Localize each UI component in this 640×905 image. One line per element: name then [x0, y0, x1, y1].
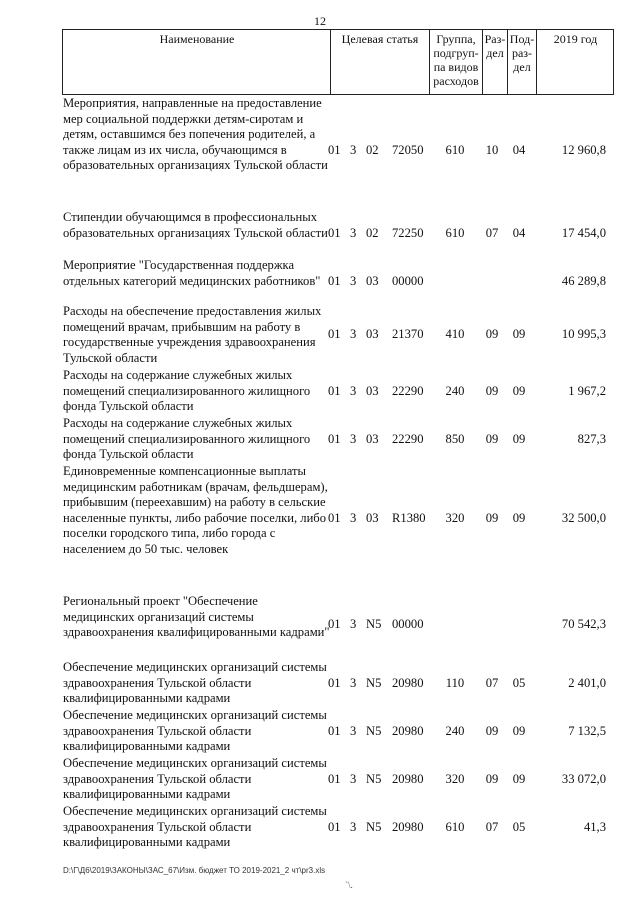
header-subsection-line: Под- — [509, 32, 535, 46]
row-subprogram-code: 3 — [350, 225, 357, 240]
row-amount-2019: 70 542,3 — [561, 617, 606, 632]
row-amount-2019: 1 967,2 — [568, 383, 606, 398]
row-name: Мероприятия, направленные на предоставление мер социальной поддержки детям-сиротам и детям, оставшимся без попечения родителей, а также лицам из их числа, обучающимся в образовательных организациях Тульской области — [63, 96, 328, 173]
row-section: 09 — [485, 510, 499, 525]
table-row — [0, 804, 640, 851]
row-name: Обеспечение медицинских организаций системы здравоохранения Тульской области квалифицированными кадрами — [63, 708, 327, 754]
row-event-code: N5 — [366, 723, 382, 738]
row-direction-code: 20980 — [392, 771, 424, 786]
row-section: 09 — [485, 771, 499, 786]
row-expense-group: 610 — [445, 225, 465, 240]
row-subprogram-code: 3 — [350, 273, 357, 288]
row-subsection: 09 — [512, 771, 526, 786]
row-subprogram-code: 3 — [350, 142, 357, 157]
row-program-code: 01 — [328, 383, 341, 398]
header-expense-group-line: Группа, — [436, 32, 476, 46]
row-amount-2019: 33 072,0 — [561, 771, 606, 786]
row-subprogram-code: 3 — [350, 431, 357, 446]
row-name: Расходы на содержание служебных жилых помещений специализированного жилищного фонда Тульской области — [63, 368, 311, 414]
row-section: 09 — [485, 723, 499, 738]
row-event-code: N5 — [366, 675, 382, 690]
table-row — [0, 594, 640, 656]
row-direction-code: 21370 — [392, 327, 424, 342]
row-direction-code: 00000 — [392, 273, 424, 288]
row-name: Обеспечение медицинских организаций системы здравоохранения Тульской области квалифицированными кадрами — [63, 756, 327, 802]
row-direction-code: 00000 — [392, 617, 424, 632]
page-number: 12 — [314, 14, 326, 28]
row-amount-2019: 7 132,5 — [568, 723, 606, 738]
header-expense-group-line: па видов — [433, 60, 479, 74]
row-section: 09 — [485, 431, 499, 446]
table-row — [0, 304, 640, 366]
row-name: Расходы на содержание служебных жилых помещений специализированного жилищного фонда Тульской области — [63, 416, 311, 462]
row-program-code: 01 — [328, 771, 341, 786]
header-target-article: Целевая статья — [330, 30, 429, 94]
row-subsection: 09 — [512, 510, 526, 525]
row-subprogram-code: 3 — [350, 771, 357, 786]
row-amount-2019: 2 401,0 — [568, 675, 606, 690]
row-event-code: N5 — [366, 819, 382, 834]
row-subsection: 05 — [512, 819, 526, 834]
row-program-code: 01 — [328, 327, 341, 342]
row-subsection: 09 — [512, 723, 526, 738]
row-subprogram-code: 3 — [350, 510, 357, 525]
row-name: Региональный проект "Обеспечение медицинских организаций системы здравоохранения квалифицированными кадрами" — [63, 594, 330, 640]
row-amount-2019: 46 289,8 — [561, 273, 606, 288]
header-section-line: дел — [486, 46, 504, 60]
row-program-code: 01 — [328, 431, 341, 446]
row-event-code: N5 — [366, 617, 382, 632]
row-program-code: 01 — [328, 723, 341, 738]
table-row — [0, 96, 640, 190]
row-event-code: 02 — [366, 225, 379, 240]
row-amount-2019: 827,3 — [577, 431, 606, 446]
row-subprogram-code: 3 — [350, 617, 357, 632]
header-expense-group-line: расходов — [433, 74, 479, 88]
row-subprogram-code: 3 — [350, 675, 357, 690]
row-subprogram-code: 3 — [350, 327, 357, 342]
row-expense-group: 610 — [445, 819, 465, 834]
row-expense-group: 850 — [445, 431, 465, 446]
header-section — [482, 30, 507, 94]
header-subsection-line: раз- — [511, 46, 533, 60]
row-subsection: 04 — [512, 225, 526, 240]
header-expense-group — [429, 30, 482, 94]
row-section: 07 — [485, 675, 499, 690]
file-path-footer: D:\Г\Д6\2019\ЗАКОНЫ\ЗАС_67\Изм. бюджет ТО 2019-2021_2 чт\рr3.xls — [63, 866, 326, 875]
row-direction-code: 20980 — [392, 723, 424, 738]
table-row — [0, 660, 640, 707]
row-direction-code: 72250 — [392, 225, 424, 240]
table-row — [0, 464, 640, 573]
row-event-code: 03 — [366, 383, 379, 398]
table-header — [62, 29, 614, 95]
row-name: Обеспечение медицинских организаций системы здравоохранения Тульской области квалифицированными кадрами — [63, 660, 327, 706]
row-program-code: 01 — [328, 617, 341, 632]
row-direction-code: 22290 — [392, 431, 424, 446]
row-program-code: 01 — [328, 225, 341, 240]
row-expense-group: 320 — [445, 771, 465, 786]
row-amount-2019: 32 500,0 — [561, 510, 606, 525]
header-expense-group-line: подгруп- — [433, 46, 479, 60]
row-program-code: 01 — [328, 819, 341, 834]
row-subsection: 04 — [512, 142, 526, 157]
header-subsection-line: дел — [513, 60, 531, 74]
row-event-code: 03 — [366, 431, 379, 446]
row-expense-group: 410 — [445, 327, 465, 342]
row-direction-code: 20980 — [392, 819, 424, 834]
row-event-code: 03 — [366, 273, 379, 288]
row-subsection: 05 — [512, 675, 526, 690]
row-direction-code: R1380 — [392, 510, 426, 525]
table-row — [0, 756, 640, 803]
row-expense-group: 320 — [445, 510, 465, 525]
row-program-code: 01 — [328, 142, 341, 157]
row-subprogram-code: 3 — [350, 819, 357, 834]
row-section: 10 — [485, 142, 499, 157]
row-subprogram-code: 3 — [350, 383, 357, 398]
header-year-2019: 2019 год — [536, 30, 614, 94]
row-name: Мероприятие "Государственная поддержка отдельных категорий медицинских работников" — [63, 258, 321, 288]
row-event-code: 03 — [366, 327, 379, 342]
row-amount-2019: 10 995,3 — [561, 327, 606, 342]
row-name: Стипендии обучающимся в профессиональных образовательных организациях Тульской области — [63, 210, 328, 240]
row-subsection: 09 — [512, 431, 526, 446]
row-expense-group: 110 — [445, 675, 465, 690]
row-program-code: 01 — [328, 675, 341, 690]
row-event-code: 02 — [366, 142, 379, 157]
row-section: 07 — [485, 225, 499, 240]
row-program-code: 01 — [328, 273, 341, 288]
row-amount-2019: 12 960,8 — [561, 142, 606, 157]
table-row — [0, 708, 640, 755]
header-name: Наименование — [159, 32, 235, 46]
row-amount-2019: 17 454,0 — [561, 225, 606, 240]
row-section: 09 — [485, 383, 499, 398]
row-expense-group: 610 — [445, 142, 465, 157]
row-event-code: 03 — [366, 510, 379, 525]
row-program-code: 01 — [328, 510, 341, 525]
row-name: Расходы на обеспечение предоставления жилых помещений врачам, прибывшим на работу в государственные учреждения здравоохранения Тульской области — [63, 304, 322, 365]
row-subsection: 09 — [512, 327, 526, 342]
row-name: Единовременные компенсационные выплаты медицинским работникам (врачам, фельдшерам), прибывшим (переехавшим) на работу в сельские населенные пункты, либо рабочие поселки, либо поселки городского типа, либо города с населением до 50 тыс. человек — [63, 464, 328, 556]
row-direction-code: 72050 — [392, 142, 424, 157]
header-subsection — [507, 30, 536, 94]
row-section: 09 — [485, 327, 499, 342]
row-direction-code: 22290 — [392, 383, 424, 398]
table-row — [0, 416, 640, 463]
row-event-code: N5 — [366, 771, 382, 786]
row-subprogram-code: 3 — [350, 723, 357, 738]
table-row — [0, 368, 640, 415]
table-row — [0, 258, 640, 305]
header-section-line: Раз- — [484, 32, 506, 46]
row-direction-code: 20980 — [392, 675, 424, 690]
table-row — [0, 210, 640, 257]
row-expense-group: 240 — [445, 383, 465, 398]
row-expense-group: 240 — [445, 723, 465, 738]
row-section: 07 — [485, 819, 499, 834]
scan-mark: `\. — [345, 880, 353, 890]
row-name: Обеспечение медицинских организаций системы здравоохранения Тульской области квалифицированными кадрами — [63, 804, 327, 850]
row-amount-2019: 41,3 — [583, 819, 606, 834]
row-subsection: 09 — [512, 383, 526, 398]
